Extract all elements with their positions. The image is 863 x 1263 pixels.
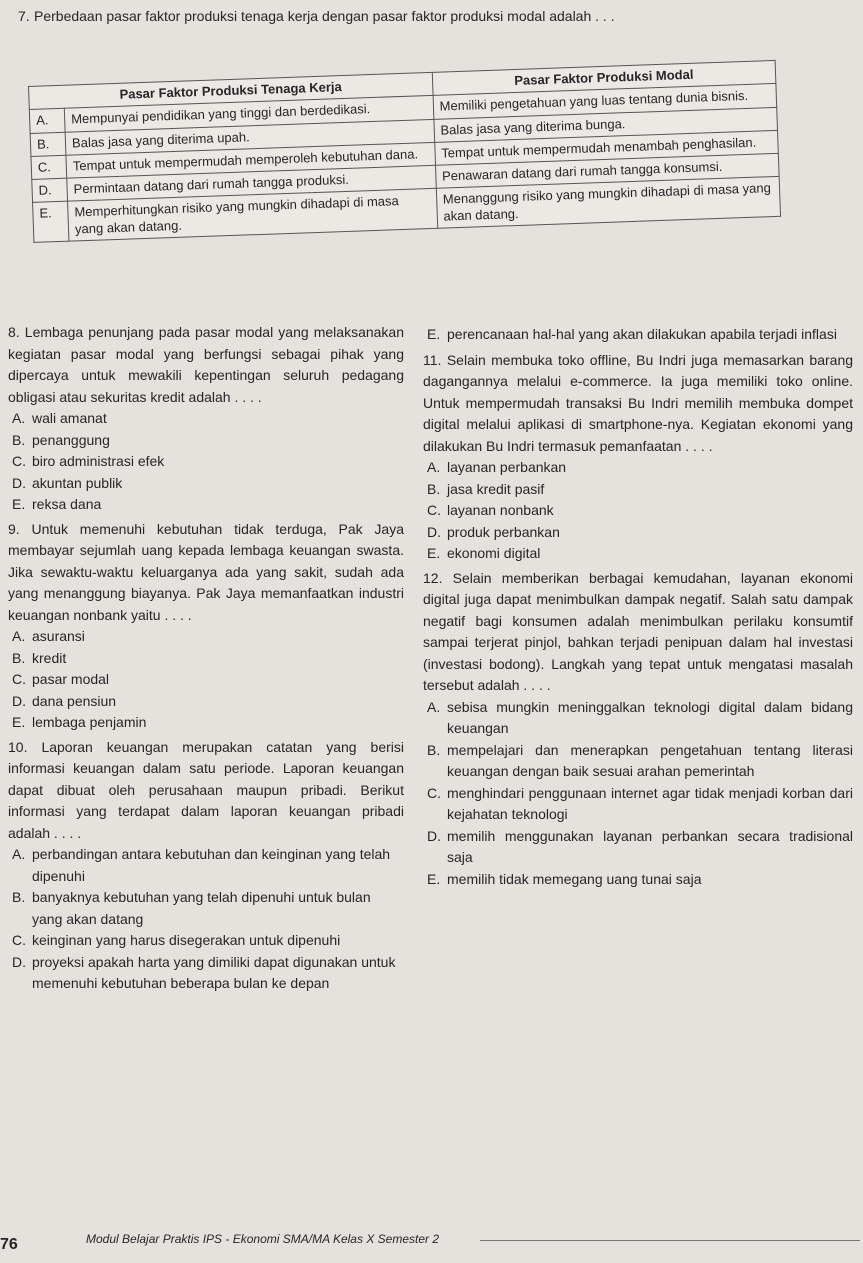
option-letter: A. <box>12 410 26 426</box>
option-letter: E. <box>12 496 26 512</box>
question-number: 10. <box>8 738 28 755</box>
option-letter: A. <box>427 698 441 715</box>
option-letter: C. <box>12 453 26 469</box>
option-text: layanan perbankan <box>447 459 567 475</box>
option-letter: C. <box>427 784 441 801</box>
option[interactable] <box>8 473 404 495</box>
option[interactable] <box>423 697 853 740</box>
question-stem <box>8 737 404 845</box>
row-letter: D. <box>32 178 68 202</box>
question-11 <box>423 350 853 565</box>
row-capital: Balas jasa yang diterima bunga. <box>434 107 778 142</box>
option-text: keinginan yang harus disegerakan untuk dipenuhi <box>32 932 341 948</box>
option-letter: C. <box>427 502 441 518</box>
option[interactable] <box>8 887 404 930</box>
option-letter: B. <box>12 431 26 448</box>
row-letter: C. <box>31 155 67 179</box>
question-text: Selain membuka toko offline, Bu Indri juga memasarkan barang dagangannya melalui e-commerce. Ia juga memiliki toko online. Untuk mempermudah transaksi Bu Indri memilih membuka dompet digital melalui aplikasi di smartphone-nya. Kegiatan ekonomi yang dilakukan Bu Indri termasuk pemanfaatan . . . . <box>423 351 854 454</box>
option-letter: E. <box>12 714 26 730</box>
row-labor: Memperhitungkan risiko yang mungkin dihadapi di masa yang akan datang. <box>68 189 438 241</box>
option-text: jasa kredit pasif <box>447 480 545 497</box>
option-letter: E. <box>427 870 441 887</box>
option-text: banyaknya kebutuhan yang telah dipenuhi untuk bulan yang akan datang <box>32 889 371 927</box>
question-stem <box>8 322 404 408</box>
option-text: proyeksi apakah harta yang dimiliki dapat digunakan untuk memenuhi kebutuhan beberapa bulan ke depan <box>32 953 396 991</box>
option-letter: A. <box>427 459 441 475</box>
question-stem <box>8 519 404 627</box>
row-capital: Menanggung risiko yang mungkin dihadapi di masa yang akan datang. <box>436 177 780 228</box>
option-text: kredit <box>32 649 67 666</box>
option[interactable] <box>8 691 404 713</box>
option-text: menghindari penggunaan internet agar tidak menjadi korban dari kejahatan teknologi <box>447 784 853 822</box>
question-text: Untuk memenuhi kebutuhan tidak terduga, Pak Jaya membayar sejumlah uang kepada lembaga keuangan swasta. Jika sewaktu-waktu keluarganya ada yang sakit, sudah ada yang menanggung biayanya. Pak Jaya memanfaatkan industri keuangan nonbank yaitu . . . . <box>8 520 404 623</box>
option-letter: B. <box>12 649 26 666</box>
question-stem <box>423 350 853 458</box>
question-number: 11. <box>423 351 442 368</box>
option-text: produk perbankan <box>447 523 560 540</box>
option[interactable] <box>8 430 404 452</box>
option-text: mempelajari dan menerapkan pengetahuan tentang literasi keuangan dengan baik sesuai arahan pemerintah <box>447 741 853 779</box>
option[interactable] <box>8 626 404 648</box>
option-text: lembaga penjamin <box>32 714 147 730</box>
option-letter: B. <box>427 741 441 758</box>
option[interactable] <box>8 408 404 430</box>
row-labor: Permintaan datang dari rumah tangga produksi. <box>67 165 436 201</box>
row-labor: Mempunyai pendidikan yang tinggi dan berdedikasi. <box>64 96 433 132</box>
question-number: 7. <box>18 8 30 24</box>
question-stem <box>423 568 853 697</box>
option-letter: E. <box>427 326 441 342</box>
option[interactable] <box>423 457 853 479</box>
row-letter: E. <box>33 201 69 242</box>
question-text: Lembaga penunjang pada pasar modal yang melaksanakan kegiatan pasar modal yang berfungsi sebagai pihak yang dipercaya untuk mewakili kepentingan seluruh pedagang obligasi atau sekuritas kredit adalah . . . . <box>8 324 405 405</box>
row-capital: Tempat untuk mempermudah menambah penghasilan. <box>434 130 778 165</box>
option[interactable] <box>423 479 853 501</box>
row-labor: Tempat untuk mempermudah memperoleh kebutuhan dana. <box>66 142 435 178</box>
question-8 <box>8 322 404 516</box>
option[interactable] <box>8 669 404 691</box>
option-letter: C. <box>12 932 26 948</box>
option-text: reksa dana <box>32 496 102 512</box>
option-text: sebisa mungkin meninggalkan teknologi digital dalam bidang keuangan <box>447 698 853 736</box>
question-number: 8. <box>8 324 20 340</box>
option[interactable] <box>8 712 404 734</box>
left-column <box>8 322 404 998</box>
option-text: wali amanat <box>32 410 107 426</box>
option-letter: D. <box>12 474 26 491</box>
option[interactable] <box>8 930 404 952</box>
page-footer <box>0 1228 863 1263</box>
option[interactable] <box>423 543 853 565</box>
question-number: 12. <box>423 569 443 586</box>
option[interactable] <box>423 740 853 783</box>
option-letter: C. <box>12 671 26 687</box>
option[interactable] <box>8 451 404 473</box>
option-text: asuransi <box>32 628 85 644</box>
option-letter: A. <box>12 846 26 862</box>
row-letter: B. <box>30 132 66 156</box>
row-capital: Memiliki pengetahuan yang luas tentang dunia bisnis. <box>433 84 777 119</box>
question-12 <box>423 568 853 891</box>
option-text: memilih menggunakan layanan perbankan secara tradisional saja <box>447 827 853 865</box>
comparison-table <box>28 60 781 243</box>
question-text: Laporan keuangan merupakan catatan yang berisi informasi keuangan dalam satu periode. Laporan keuangan dapat dibuat oleh perusahaan maupun pribadi. Berikut informasi yang terdapat dalam laporan keuangan pribadi adalah . . . . <box>8 738 405 841</box>
option-letter: A. <box>12 628 26 644</box>
option-text: perbandingan antara kebutuhan dan keinginan yang telah dipenuhi <box>32 846 391 884</box>
row-letter: A. <box>29 108 65 132</box>
option-text: akuntan publik <box>32 474 123 491</box>
question-number: 9. <box>8 520 20 537</box>
option-letter: B. <box>12 889 26 905</box>
option-text: memilih tidak memegang uang tunai saja <box>447 870 702 887</box>
option-text: ekonomi digital <box>447 545 541 561</box>
option-letter: B. <box>427 480 441 497</box>
option-text: layanan nonbank <box>447 502 554 518</box>
page-number: 76 <box>0 1236 18 1253</box>
option-text: dana pensiun <box>32 692 117 709</box>
option-letter: E. <box>427 545 441 561</box>
table-header-labor: Pasar Faktor Produksi Tenaga Kerja <box>29 72 433 109</box>
footer-divider <box>480 1240 860 1241</box>
row-capital: Penawaran datang dari rumah tangga konsumsi. <box>435 153 779 188</box>
option-text: biro administrasi efek <box>32 453 165 469</box>
option-letter: D. <box>12 953 26 970</box>
row-labor: Balas jasa yang diterima upah. <box>65 119 434 155</box>
option-letter: D. <box>427 523 441 540</box>
option[interactable] <box>8 648 404 670</box>
option[interactable] <box>8 844 404 887</box>
option-letter: D. <box>12 692 26 709</box>
option[interactable] <box>8 494 404 516</box>
option-letter: D. <box>427 827 441 844</box>
option[interactable] <box>423 324 853 346</box>
option[interactable] <box>8 952 404 995</box>
option[interactable] <box>423 869 853 891</box>
option-text: penanggung <box>32 431 110 448</box>
option[interactable] <box>423 522 853 544</box>
option[interactable] <box>423 826 853 869</box>
question-10 <box>8 737 404 995</box>
right-column <box>423 324 853 893</box>
question-text: Selain memberikan berbagai kemudahan, layanan ekonomi digital juga dapat menimbulkan dampak negatif. Salah satu dampak negatif bagi konsumen adalah menimbulkan perilaku konsumtif sampai terjerat pinjol, bahkan terjadi penipuan dalam hal investasi (investasi bodong). Langkah yang tepat untuk mengatasi masalah tersebut adalah . . . . <box>423 569 853 693</box>
option-text: perencanaan hal-hal yang akan dilakukan apabila terjadi inflasi <box>447 326 837 342</box>
option[interactable] <box>423 783 853 826</box>
footer-text: Modul Belajar Praktis IPS - Ekonomi SMA/MA Kelas X Semester 2 <box>86 1232 440 1246</box>
question-stem: Perbedaan pasar faktor produksi tenaga kerja dengan pasar faktor produksi modal adalah . . . <box>34 8 615 24</box>
option[interactable] <box>423 500 853 522</box>
option-text: pasar modal <box>32 671 110 687</box>
question-9 <box>8 519 404 734</box>
table-header-capital: Pasar Faktor Produksi Modal <box>432 60 776 95</box>
